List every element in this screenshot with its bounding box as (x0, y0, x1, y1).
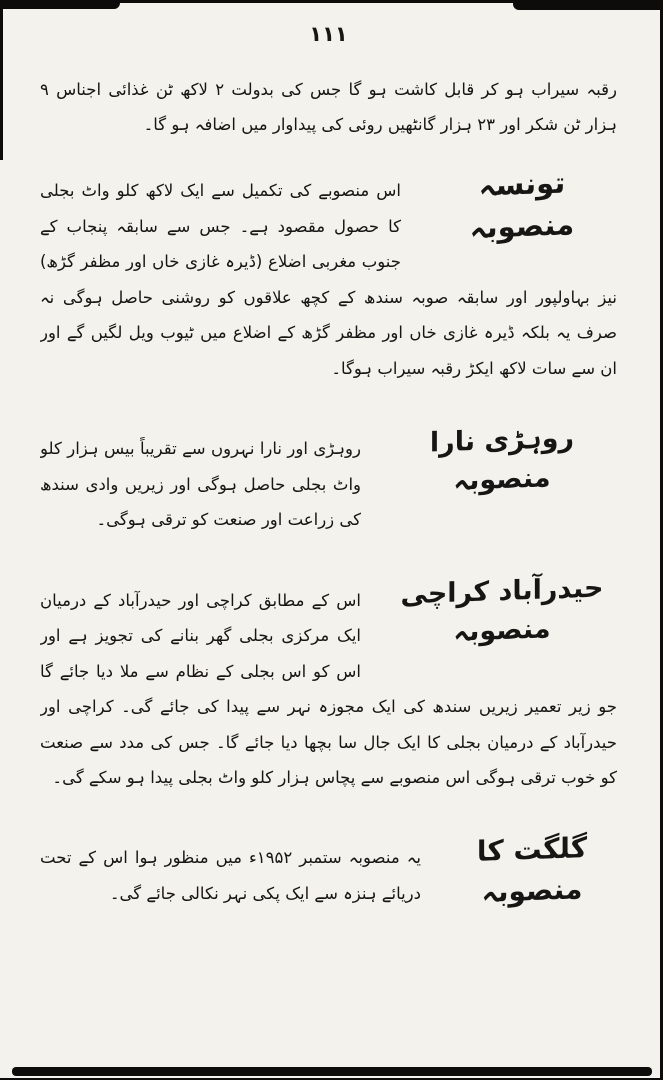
section-body-rohri-nara: روہڑی اور نارا نہروں سے تقریباً بیس ہزار کلو واٹ بجلی حاصل ہوگی اور زیریں وادی سندھ کی زراعت اور صنعت کو ترقی ہوگی۔ (40, 439, 361, 530)
section-hyderabad-karachi-project (40, 566, 617, 812)
page-number: ۱۱۱ (309, 22, 348, 46)
section-heading-taunsa: تونسہ منصوبہ (469, 165, 575, 245)
section-gilgit-project (40, 824, 617, 928)
section-heading-rohri-nara: روہڑی نارا منصوبہ (429, 422, 575, 497)
section-body-gilgit: یہ منصوبہ ستمبر ۱۹۵۲ء میں منظور ہوا اس کے تحت دریائے ہنزہ سے ایک پکی نہر نکالی جائے گی۔ (40, 848, 421, 903)
scan-border-bottom (12, 1067, 652, 1076)
section-body-hyderabad-karachi: اس کے مطابق کراچی اور حیدرآباد کے درمیان ایک مرکزی بجلی گھر بنانے کی تجویز ہے اور اس کو اس بجلی کے نظام سے ملا دیا جائے گا جو زیر تعمیر زیریں سندھ کی ایک مجوزہ نہر سے پیدا کی جائے گی۔ کراچی اور حیدرآباد کے درمیان بجلی کا ایک جال سا بچھا دیا جائے گا۔ جس کی مدد سے صنعت کو خوب ترقی ہوگی اس منصوبے سے پچاس ہزار کلو واٹ بجلی پیدا ہو سکے گی۔ (40, 590, 617, 787)
section-heading-hyderabad-karachi: حیدرآباد کراچی منصوبہ (400, 572, 604, 648)
section-taunsa-project (40, 157, 617, 403)
section-rohri-nara-project (40, 415, 617, 554)
section-body-taunsa: اس منصوبے کی تکمیل سے ایک لاکھ کلو واٹ بجلی کا حصول مقصود ہے۔ جس سے سابقہ پنجاب کے جنوب مغربی اضلاع (ڈیرہ غازی خاں اور مظفر گڑھ) نیز بہاولپور اور سابقہ صوبہ سندھ کے کچھ علاقوں کو روشنی حاصل ہوگی نہ صرف یہ بلکہ ڈیرہ غازی خاں اور مظفر گڑھ کے اضلاع میں ٹیوب ویل لگیں گے اور ان سے سات لاکھ ایکڑ رقبہ سیراب ہوگا۔ (40, 181, 617, 378)
intro-paragraph: رقبہ سیراب ہو کر قابل کاشت ہو گا جس کی بدولت ۲ لاکھ ٹن غذائی اجناس ۹ ہزار ٹن شکر اور ۲۳ ہزار گانٹھیں روئی کی پیداوار میں اضافہ ہو گا۔ (40, 80, 618, 135)
section-heading-gilgit: گلگت کا منصوبہ (476, 831, 588, 909)
